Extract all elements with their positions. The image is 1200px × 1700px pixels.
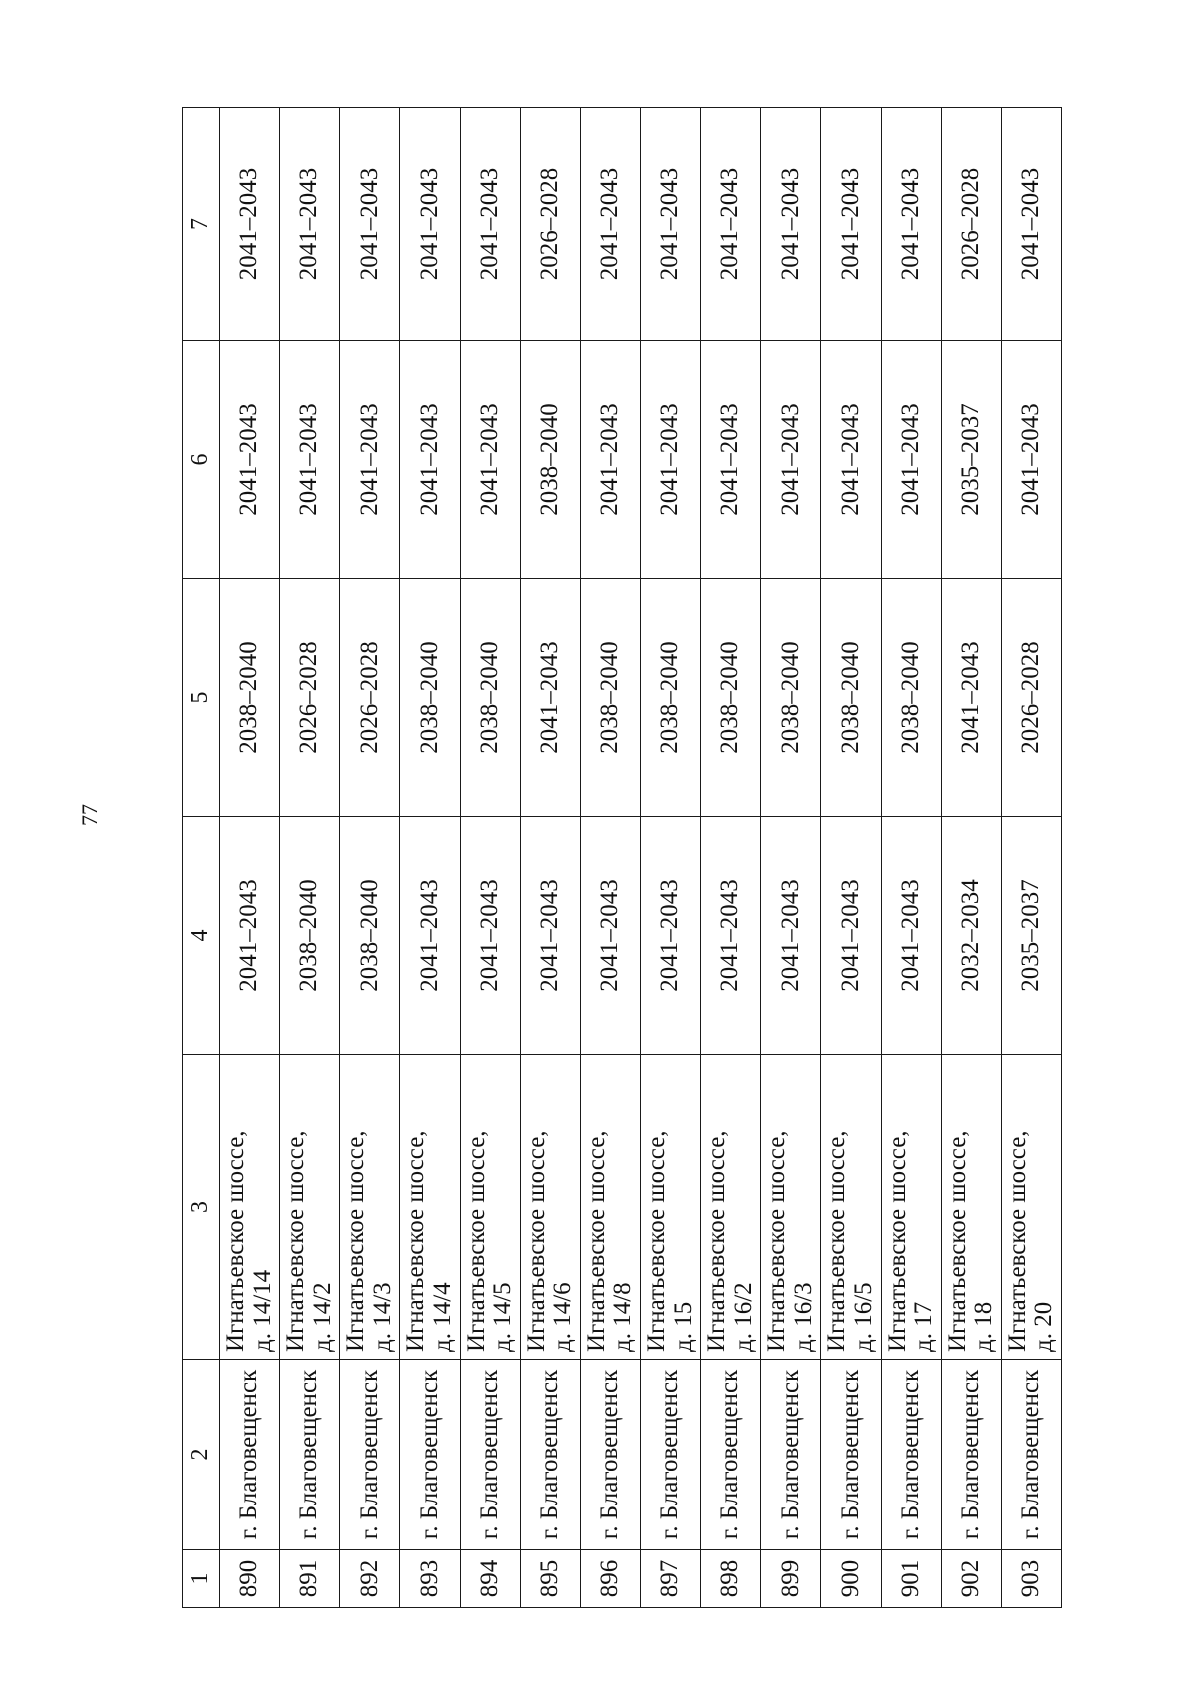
column-header: 2: [183, 1360, 220, 1550]
period-cell-6: 2041–2043: [340, 341, 400, 579]
table-row: [881, 108, 941, 1608]
column-header: 3: [183, 1055, 220, 1360]
period-cell-6: 2041–2043: [460, 341, 520, 579]
period-cell-7: 2041–2043: [821, 108, 881, 341]
rotated-table-wrapper: [182, 108, 1062, 1608]
address-cell: [640, 1055, 700, 1360]
period-cell-6: 2041–2043: [821, 341, 881, 579]
period-cell-5: 2041–2043: [520, 579, 580, 817]
row-number-cell: 892: [340, 1550, 400, 1608]
city-cell: г. Благовещенск: [580, 1360, 640, 1550]
table-body: [183, 108, 1062, 1608]
period-cell-7: 2041–2043: [701, 108, 761, 341]
table-row: [640, 108, 700, 1608]
address-cell: [460, 1055, 520, 1360]
address-street: Игнатьевское шоссе,: [643, 1130, 671, 1352]
address-house: д. 15: [669, 1301, 697, 1352]
row-number-cell: 900: [821, 1550, 881, 1608]
city-cell: г. Благовещенск: [941, 1360, 1001, 1550]
address-street: Игнатьевское шоссе,: [462, 1130, 490, 1352]
row-number-cell: 896: [580, 1550, 640, 1608]
city-cell: г. Благовещенск: [520, 1360, 580, 1550]
address-house: д. 14/6: [549, 1282, 577, 1352]
period-cell-7: 2041–2043: [220, 108, 280, 341]
address-cell: [280, 1055, 340, 1360]
city-cell: г. Благовещенск: [1001, 1360, 1061, 1550]
period-cell-7: 2041–2043: [400, 108, 460, 341]
address-street: Игнатьевское шоссе,: [883, 1130, 911, 1352]
schedule-table: [182, 107, 1062, 1608]
address-street: Игнатьевское шоссе,: [763, 1130, 791, 1352]
city-cell: г. Благовещенск: [761, 1360, 821, 1550]
table-row: [400, 108, 460, 1608]
city-cell: г. Благовещенск: [881, 1360, 941, 1550]
city-cell: г. Благовещенск: [280, 1360, 340, 1550]
period-cell-6: 2041–2043: [220, 341, 280, 579]
row-number-cell: 899: [761, 1550, 821, 1608]
address-house: д. 16/3: [789, 1282, 817, 1352]
period-cell-4: 2032–2034: [941, 817, 1001, 1055]
header-row: [183, 108, 220, 1608]
period-cell-5: 2038–2040: [400, 579, 460, 817]
address-cell: [761, 1055, 821, 1360]
row-number-cell: 895: [520, 1550, 580, 1608]
period-cell-7: 2026–2028: [941, 108, 1001, 341]
period-cell-4: 2041–2043: [400, 817, 460, 1055]
address-street: Игнатьевское шоссе,: [582, 1130, 610, 1352]
address-house: д. 16/2: [729, 1282, 757, 1352]
address-cell: [941, 1055, 1001, 1360]
period-cell-6: 2041–2043: [280, 341, 340, 579]
period-cell-4: 2035–2037: [1001, 817, 1061, 1055]
period-cell-4: 2038–2040: [340, 817, 400, 1055]
address-cell: [881, 1055, 941, 1360]
period-cell-4: 2041–2043: [220, 817, 280, 1055]
period-cell-5: 2038–2040: [761, 579, 821, 817]
column-header: 5: [183, 579, 220, 817]
period-cell-7: 2041–2043: [640, 108, 700, 341]
row-number-cell: 893: [400, 1550, 460, 1608]
address-house: д. 14/3: [368, 1282, 396, 1352]
period-cell-7: 2041–2043: [340, 108, 400, 341]
column-header: 6: [183, 341, 220, 579]
period-cell-4: 2041–2043: [761, 817, 821, 1055]
period-cell-6: 2041–2043: [580, 341, 640, 579]
period-cell-5: 2038–2040: [580, 579, 640, 817]
column-header: 4: [183, 817, 220, 1055]
period-cell-6: 2041–2043: [1001, 341, 1061, 579]
period-cell-7: 2041–2043: [1001, 108, 1061, 341]
address-cell: [340, 1055, 400, 1360]
period-cell-5: 2026–2028: [1001, 579, 1061, 817]
column-header: 1: [183, 1550, 220, 1608]
address-cell: [220, 1055, 280, 1360]
address-street: Игнатьевское шоссе,: [222, 1130, 250, 1352]
table-row: [460, 108, 520, 1608]
city-cell: г. Благовещенск: [460, 1360, 520, 1550]
table-row: [580, 108, 640, 1608]
period-cell-4: 2041–2043: [701, 817, 761, 1055]
table-row: [821, 108, 881, 1608]
period-cell-4: 2041–2043: [460, 817, 520, 1055]
table-row: [520, 108, 580, 1608]
period-cell-6: 2041–2043: [701, 341, 761, 579]
period-cell-5: 2038–2040: [220, 579, 280, 817]
row-number-cell: 894: [460, 1550, 520, 1608]
period-cell-5: 2038–2040: [881, 579, 941, 817]
address-house: д. 17: [910, 1301, 938, 1352]
period-cell-4: 2041–2043: [580, 817, 640, 1055]
period-cell-4: 2041–2043: [640, 817, 700, 1055]
period-cell-5: 2026–2028: [280, 579, 340, 817]
period-cell-6: 2041–2043: [400, 341, 460, 579]
row-number-cell: 903: [1001, 1550, 1061, 1608]
city-cell: г. Благовещенск: [701, 1360, 761, 1550]
period-cell-6: 2038–2040: [520, 341, 580, 579]
address-cell: [1001, 1055, 1061, 1360]
address-street: Игнатьевское шоссе,: [522, 1130, 550, 1352]
address-street: Игнатьевское шоссе,: [943, 1130, 971, 1352]
period-cell-7: 2041–2043: [881, 108, 941, 341]
city-cell: г. Благовещенск: [340, 1360, 400, 1550]
address-street: Игнатьевское шоссе,: [342, 1130, 370, 1352]
row-number-cell: 902: [941, 1550, 1001, 1608]
address-house: д. 20: [1030, 1301, 1058, 1352]
page-number: 77: [77, 804, 102, 826]
period-cell-7: 2041–2043: [761, 108, 821, 341]
address-house: д. 14/8: [609, 1282, 637, 1352]
city-cell: г. Благовещенск: [220, 1360, 280, 1550]
period-cell-6: 2041–2043: [881, 341, 941, 579]
address-street: Игнатьевское шоссе,: [282, 1130, 310, 1352]
period-cell-4: 2041–2043: [881, 817, 941, 1055]
city-cell: г. Благовещенск: [400, 1360, 460, 1550]
city-cell: г. Благовещенск: [821, 1360, 881, 1550]
table-row: [1001, 108, 1061, 1608]
address-street: Игнатьевское шоссе,: [703, 1130, 731, 1352]
period-cell-5: 2041–2043: [941, 579, 1001, 817]
row-number-cell: 890: [220, 1550, 280, 1608]
column-header: 7: [183, 108, 220, 341]
address-cell: [400, 1055, 460, 1360]
address-house: д. 14/14: [248, 1269, 276, 1352]
address-house: д. 16/5: [849, 1282, 877, 1352]
address-street: Игнатьевское шоссе,: [1003, 1130, 1031, 1352]
city-cell: г. Благовещенск: [640, 1360, 700, 1550]
period-cell-5: 2038–2040: [821, 579, 881, 817]
row-number-cell: 891: [280, 1550, 340, 1608]
period-cell-5: 2038–2040: [460, 579, 520, 817]
period-cell-7: 2041–2043: [280, 108, 340, 341]
address-street: Игнатьевское шоссе,: [823, 1130, 851, 1352]
address-street: Игнатьевское шоссе,: [402, 1130, 430, 1352]
period-cell-5: 2038–2040: [640, 579, 700, 817]
table-row: [701, 108, 761, 1608]
row-number-cell: 901: [881, 1550, 941, 1608]
period-cell-6: 2035–2037: [941, 341, 1001, 579]
address-cell: [580, 1055, 640, 1360]
period-cell-5: 2038–2040: [701, 579, 761, 817]
period-cell-4: 2041–2043: [520, 817, 580, 1055]
row-number-cell: 898: [701, 1550, 761, 1608]
table-row: [340, 108, 400, 1608]
period-cell-4: 2041–2043: [821, 817, 881, 1055]
period-cell-7: 2026–2028: [520, 108, 580, 341]
table-row: [280, 108, 340, 1608]
address-cell: [520, 1055, 580, 1360]
row-number-cell: 897: [640, 1550, 700, 1608]
table-row: [941, 108, 1001, 1608]
table-row: [220, 108, 280, 1608]
table-row: [761, 108, 821, 1608]
address-cell: [821, 1055, 881, 1360]
address-house: д. 18: [970, 1301, 998, 1352]
period-cell-6: 2041–2043: [640, 341, 700, 579]
address-house: д. 14/5: [489, 1282, 517, 1352]
period-cell-4: 2038–2040: [280, 817, 340, 1055]
period-cell-5: 2026–2028: [340, 579, 400, 817]
period-cell-7: 2041–2043: [580, 108, 640, 341]
period-cell-7: 2041–2043: [460, 108, 520, 341]
period-cell-6: 2041–2043: [761, 341, 821, 579]
address-house: д. 14/2: [308, 1282, 336, 1352]
address-house: д. 14/4: [428, 1282, 456, 1352]
address-cell: [701, 1055, 761, 1360]
